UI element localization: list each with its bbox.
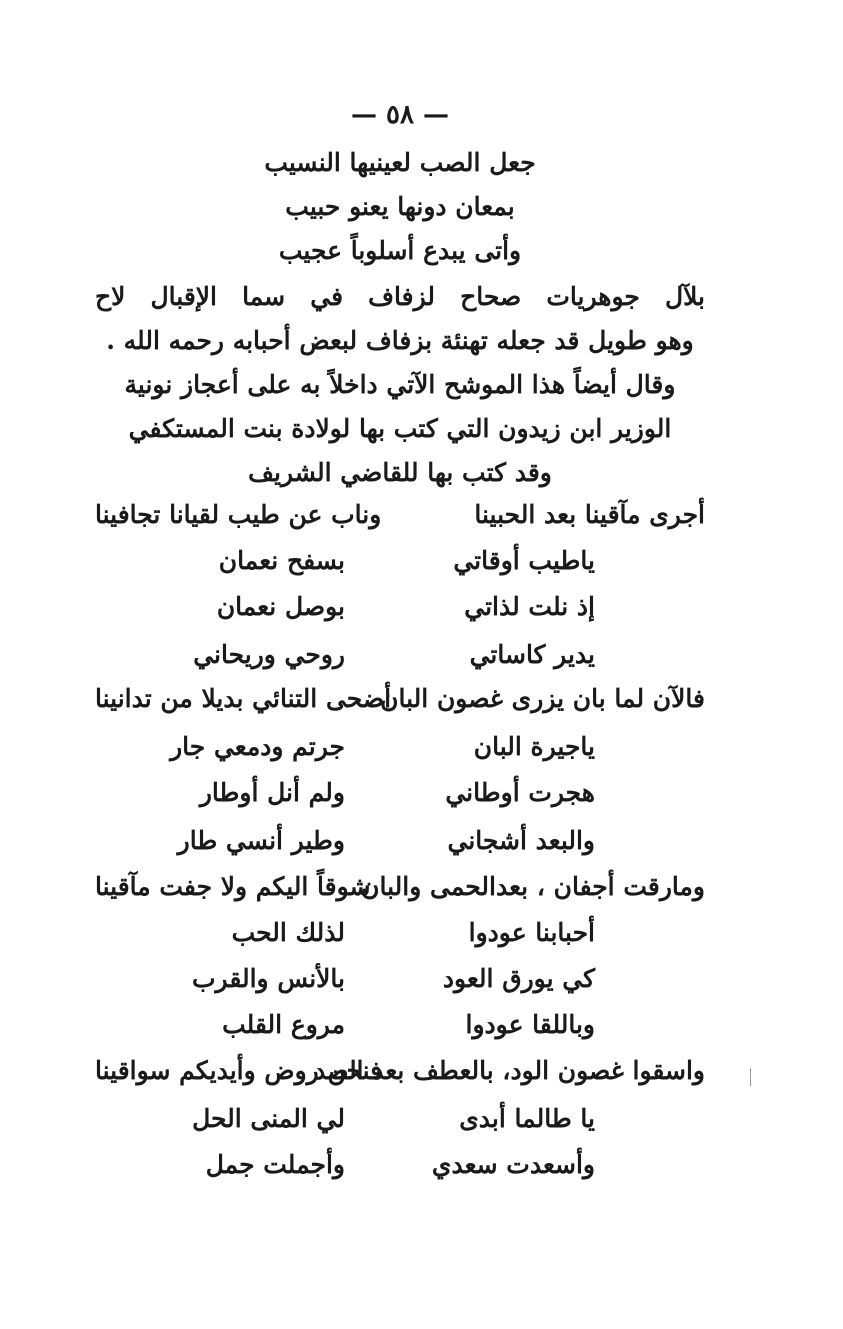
stanza-3-couplet-1 (95, 918, 705, 958)
stanza-1-couplet-2 (95, 592, 705, 632)
couplet-first: أحبابنا عودوا (468, 918, 595, 947)
couplet-first: إذ نلت لذاتي (464, 592, 595, 621)
stanza-3-couplet-2 (95, 964, 705, 1004)
couplet-first: ياطيب أوقاتي (453, 546, 595, 575)
stanza-4-couplet-1 (95, 1104, 705, 1144)
couplet-first: وأسعدت سعدي (431, 1150, 595, 1179)
couplet-second: بسفح نعمان (218, 546, 345, 575)
couplet-first: والبعد أشجاني (447, 826, 595, 855)
heading-line-1: وقال أيضاً هذا الموشح الآتي داخلاً به على أعجاز نونية (124, 370, 676, 399)
couplet-second: ولم أنل أوطار (199, 778, 345, 807)
couplet-first: هجرت أوطاني (445, 778, 595, 807)
prose-line-1: بلآل جوهريات صحاح لزفاف في سما الإقبال لاح (95, 282, 705, 311)
prose-line-2: وهو طويل قد جعله تهنئة بزفاف لبعض أحبابه رحمه الله . (106, 326, 694, 355)
stanza-1-first-hemistich: أجرى مآقينا بعد الحبينا (474, 500, 705, 529)
couplet-second: بالأنس والقرب (192, 964, 345, 993)
stanza-1-couplet-3 (95, 640, 705, 680)
stanza-4-couplet-2 (95, 1150, 705, 1190)
stanza-2-first-hemistich: فالآن لما بان يزرى غصون البان (380, 684, 705, 713)
stanza-2-second-hemistich: أضحى التنائي بديلا من تدانينا (95, 684, 392, 713)
couplet-second: لي المنى الحل (192, 1104, 345, 1133)
stanza-2-couplet-3 (95, 826, 705, 866)
stanza-3-first-hemistich: ومارقت أجفان ، بعدالحمى والبان (361, 872, 705, 901)
couplet-second: وطير أنسي طار (177, 826, 345, 855)
couplet-second: وأجملت جمل (205, 1150, 345, 1179)
couplet-second: لذلك الحب (231, 918, 345, 947)
stanza-1-couplet-1 (95, 546, 705, 586)
couplet-first: يدير كاساتي (469, 640, 595, 669)
heading-line-2: الوزير ابن زيدون التي كتب بها لولادة بنت المستكفي (128, 414, 672, 443)
margin-mark (750, 1068, 751, 1086)
couplet-first: وباللقا عودوا (465, 1010, 595, 1039)
heading-line-3: وقد كتب بها للقاضي الشريف (248, 458, 552, 487)
stanza-4-verse (95, 1056, 705, 1096)
couplet-first: ياجيرة البان (473, 732, 595, 761)
stanza-1-verse (95, 500, 705, 540)
stanza-2-couplet-2 (95, 778, 705, 818)
couplet-second: مروع القلب (222, 1010, 345, 1039)
stanza-1-second-hemistich: وناب عن طيب لقيانا تجافينا (95, 500, 382, 529)
stanza-2-verse (95, 684, 705, 724)
intro-line-2: بمعان دونها يعنو حبيب (285, 192, 515, 221)
stanza-3-couplet-3 (95, 1010, 705, 1050)
couplet-second: بوصل نعمان (216, 592, 345, 621)
stanza-4-first-hemistich: واسقوا غصون الود، بالعطف بعد الصد (314, 1056, 705, 1085)
couplet-first: يا طالما أبدى (459, 1104, 595, 1133)
couplet-second: روحي وريحاني (193, 640, 345, 669)
intro-line-3: وأتى يبدع أسلوباً عجيب (278, 236, 522, 265)
couplet-first: كي يورق العود (442, 964, 595, 993)
couplet-second: جرتم ودمعي جار (170, 732, 345, 761)
stanza-4-second-hemistich: فنحن روض وأيديكم سواقينا (95, 1056, 383, 1085)
stanza-3-verse (95, 872, 705, 912)
page-number: — ٥٨ — (350, 100, 450, 130)
stanza-3-second-hemistich: شوقاً اليكم ولا جفت مآقينا (95, 872, 371, 901)
stanza-2-couplet-1 (95, 732, 705, 772)
intro-line-1: جعل الصب لعينيها النسيب (264, 148, 536, 177)
